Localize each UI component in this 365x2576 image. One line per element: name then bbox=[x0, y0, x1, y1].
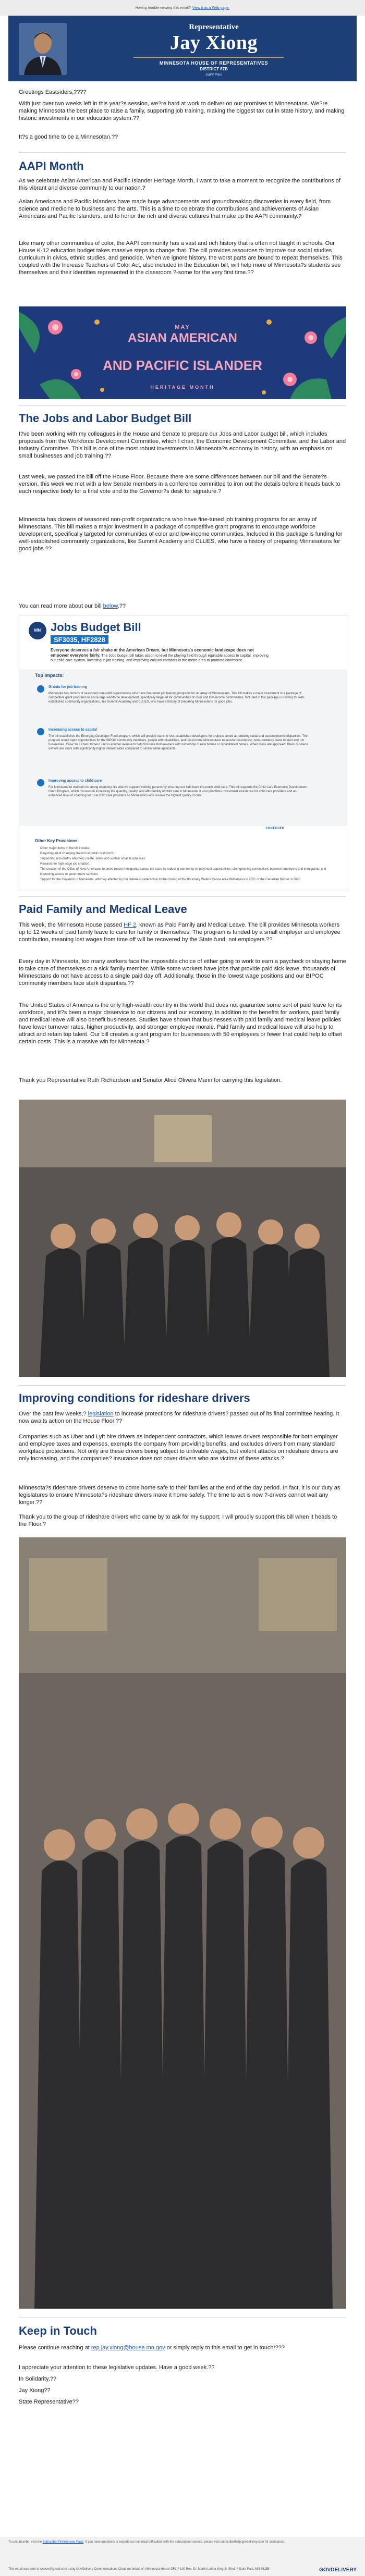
subscriber-preferences-link[interactable]: Subscriber Preferences Page bbox=[42, 2541, 84, 2544]
jobs-graphic-intro-bold: Everyone deserves a fair shake at the American Dream, but Minnesota's economic landscape does not empower everyone fairly. bbox=[51, 648, 254, 658]
other-provision-item: Requiring adult changing stations in public restrooms. bbox=[40, 852, 115, 855]
representative-name: Jay Xiong bbox=[169, 32, 258, 54]
unsubscribe-text bbox=[8, 2540, 357, 2544]
pfml-paragraph-2: Every day in Minnesota, too many workers face the impossible choice of either going to work to earn a paycheck or staying home to take care of themselves or a sick family member. While some workers have jobs that provide paid sick leave, thousands of Minnesotans do not have access to a single paid day off. Additionally, those in the lowest wage positions and our BIPOC community members face stark disparities.?? bbox=[19, 958, 346, 987]
other-provision-item: The creation of the Office of New Americans to serve recent immigrants across the state by reducing barriers to employment opportunities, strengthening connections between employers and immigrants, and improving access to government services. bbox=[40, 868, 326, 876]
job-training-icon bbox=[37, 685, 44, 693]
read-more-suffix: .?? bbox=[117, 603, 126, 609]
keep-in-touch-paragraph bbox=[19, 2344, 346, 2351]
impact-title-job-training: Grants for job training bbox=[48, 685, 87, 689]
divider bbox=[19, 2317, 346, 2318]
rideshare-photos bbox=[19, 1537, 346, 2309]
rideshare-legislation-link[interactable]: legislation bbox=[88, 1411, 114, 1417]
jobs-paragraph-3: Minnesota has dozens of seasoned non-profit organizations who have fine-tuned job training programs for an array of Minnesotans. This bill makes a major investment in a package of competitive grant programs to encourage workforce development, specifically targeted for communities of color and low-income communities. Included in this package is funding for well-established community organizations, like Summit Academy and CLUES, who have a history of preparing Minnesotans for good jobs.?? bbox=[19, 516, 343, 552]
aapi-graphic-line-3: AND PACIFIC ISLANDER bbox=[103, 358, 262, 373]
aapi-heritage-graphic bbox=[19, 306, 346, 399]
rideshare-paragraph-4: Thank you to the group of rideshare drivers who came by to ask for my support. I will proudly support this bill when it heads to the Floor.? bbox=[19, 1514, 337, 1527]
read-more-prefix: You can read more about our bill bbox=[19, 603, 103, 609]
intro-paragraph-1: With just over two weeks left in this year?s session, we?re hard at work to deliver on our promises to Minnesotans. We?re making Minnesota the best place to raise a family, supporting job training, making the biggest tax cut in state history, and making historic investments in our education system.?? bbox=[19, 101, 345, 121]
preheader bbox=[0, 0, 365, 16]
impact-title-child-care: Improving access to child care bbox=[48, 779, 102, 783]
jobs-heading: The Jobs and Labor Budget Bill bbox=[19, 412, 192, 425]
greeting: Greetings Eastsiders,???? bbox=[19, 89, 87, 95]
banner-district: DISTRICT 67B bbox=[200, 67, 228, 71]
representative-photo bbox=[19, 23, 67, 75]
aapi-paragraph-2: Asian Americans and Pacific Islanders have made huge advancements and groundbreaking discoveries in every field, from science and medicine to business and the arts. This is a time to celebrate the contributions and achievements of Asian Americans and Pacific Islanders, and to honor the rich and diverse cultures that make up the AAPI community.? bbox=[19, 199, 331, 219]
rideshare-p1-prefix: Over the past few weeks,? bbox=[19, 1411, 88, 1417]
jobs-graphic-continued: CONTINUED bbox=[265, 827, 284, 830]
aapi-paragraph-3: Like many other communities of color, the AAPI community has a vast and rich history that is often not taught in schools. Our House K-12 education budget takes massive steps to change that. The bill provides resources to improve our social studies curriculum in civics, ethnic studies, and genocide. When we ignore history, the worst parts are bound to repeat themselves. This coupled with the Increase Teachers of Color Act, also included in the Education bill, will help more of Minnesota?s students see themselves and their identities represented in the classroom ?-some for the very first time.?? bbox=[19, 240, 343, 276]
other-provision-item: Rewards for high wage job creation. bbox=[40, 862, 90, 866]
keep-in-touch-heading: Keep in Touch bbox=[19, 2324, 97, 2337]
aapi-paragraph-1: As we celebrate Asian American and Pacific Islander Heritage Month, I want to take a moment to recognize the contributions of this vibrant and diverse community to our nation.? bbox=[19, 178, 340, 191]
pfml-paragraph-3: The United States of America is the only high-wealth country in the world that does not guarantee some sort of paid leave for its workforce, and it?s been a major disservice to our citizens and our economy. In addition to the benefits for workers, paid family and medical leave will also benefit businesses. Studies have shown that businesses with paid family and medical leave policies have lower turnover rates, higher productivity, and stronger employee morale. Paid family and medical leave will also help to attract and retain top talent. Our bill creates a grant program for businesses with 50 employees or fewer that could help to offset certain costs. This is a massive win for Minnesota.? bbox=[19, 1002, 342, 1045]
jobs-graphic-impacts bbox=[19, 670, 347, 826]
read-more-link[interactable]: below bbox=[103, 603, 118, 609]
rideshare-paragraph-2: Companies such as Uber and Lyft hire drivers as independent contractors, which leaves drivers responsible for both employer and employee taxes and expenses, exempts the company from providing benefits, and excludes drivers from many standard workplace protections. Not only are these drivers being subject to unlivable wages, but violent attacks on rideshare drivers are only increasing, and the companies? insurance does not cover drivers who are victims of these attacks.? bbox=[19, 1434, 338, 1462]
impact-title-capital: Increasing access to capital bbox=[48, 728, 97, 732]
jobs-graphic-intro-text: The Jobs budget bill takes action to level the playing field through equitable access to capital, improving our child care system, investing in job training, and improving cultural corridors in the metro area to promote commerce. bbox=[51, 654, 269, 662]
divider bbox=[19, 896, 346, 897]
email-link[interactable]: rep.jay.xiong@house.mn.gov bbox=[91, 2345, 165, 2351]
aapi-graphic-line-2: ASIAN AMERICAN bbox=[128, 331, 237, 345]
jobs-paragraph-1: I?ve been working with my colleagues in the House and Senate to prepare our Jobs and Labor budget bill, which includes proposals from the Workforce Development Committee, which I chair, the Economic Development Committee, and the Labor and Industry Committee. This bill is one of the most robust investments in Minnesota?s economy in history, with an emphasis on small businesses and job training.?? bbox=[19, 431, 346, 459]
other-provision-item: Support for the Governor of Minnesota, attorney affected by the federal counteraction to the closing of the Boundary Waters Canoe Area Wilderness in 2021 or the Canadian Border in 2020. bbox=[40, 878, 301, 881]
email-body bbox=[8, 16, 357, 2548]
header-banner bbox=[8, 16, 357, 81]
house-dfl-seal-icon bbox=[29, 622, 46, 639]
view-web-page-link[interactable]: View it as a Web page. bbox=[192, 6, 230, 10]
pfml-group-photo bbox=[19, 1100, 346, 1377]
govdelivery-logo: GOVDELIVERY bbox=[319, 2567, 357, 2573]
email-footer bbox=[0, 2537, 365, 2576]
capital-icon bbox=[37, 728, 44, 735]
pfml-p1-prefix: This week, the Minnesota House passed bbox=[19, 922, 124, 928]
child-care-icon bbox=[37, 779, 44, 786]
jobs-graphic-bill-number: SF3035, HF2828 bbox=[51, 635, 108, 644]
jobs-graphic-title: Jobs Budget Bill bbox=[51, 621, 141, 634]
rideshare-p1-suffix: to increase protections for rideshare drivers? passed out of its final committee hearing. It now awaits action on the House Floor.?? bbox=[19, 1411, 339, 1424]
closing-name: Jay Xiong?? bbox=[19, 2387, 51, 2394]
legal-text: This email was sent to xxxxxx@gmail.com using GovDelivery Communications Cloud on behalf of: Minnesota House DFL ? 100 Rev. Dr. Martin Luther King Jr. Blvd. ? Saint Paul, MN 55155 bbox=[8, 2568, 270, 2571]
jobs-paragraph-2: Last week, we passed the bill off the House Floor. Because there are some differences between our bill and the Senate?s version, this week we met with a few Senate members in a conference committee to iron out the details before it heads back to each respective body for a final vote and to the Governor?s desk for signature.? bbox=[19, 474, 340, 495]
preheader-text: Having trouble viewing this email? bbox=[135, 6, 191, 10]
aapi-graphic-line-4: HERITAGE MONTH bbox=[150, 385, 215, 390]
closing-title: State Representative?? bbox=[19, 2399, 79, 2405]
jobs-graphic-intro bbox=[51, 648, 270, 663]
other-provision-item: Supporting non-profits who help create, serve and sustain small businesses. bbox=[40, 857, 146, 860]
pfml-heading: Paid Family and Medical Leave bbox=[19, 903, 187, 916]
keep-p1-suffix: or simply reply to this email to get in touch!??? bbox=[165, 2345, 285, 2351]
other-provision-item: Other major items in the bill include: bbox=[40, 847, 90, 850]
banner-house: MINNESOTA HOUSE OF REPRESENTATIVES bbox=[159, 60, 269, 66]
other-provisions-title: Other Key Provisions: bbox=[35, 839, 79, 843]
closing-signoff: In Solidarity,?? bbox=[19, 2376, 56, 2382]
impact-text-child-care: For Minnesota to maintain its strong economy, it's vital we support working parents by ensuring our kids have top-notch child care. This bill supports the Child Care Economic Development Grant Program, which focuses on increasing the quantity, quality, and affordability of child care in Minnesota. It also prioritizes investment assistance for child care providers and an enhanced level of coaching for rural child care providers so Minnesota's kids receive the highest quality of care. bbox=[48, 786, 308, 797]
pfml-paragraph-1 bbox=[19, 921, 346, 943]
impact-text-capital: The bill establishes the Emerging Developer Fund program, which will provide loans to less established developers for projects aimed at reducing racial and socioeconomic disparities. The program would open opportunities for the BIPOC community members, people with disabilities, and low-income Minnesotans to secure low-interest, zero-predatory loans to start and run businesses. Grow Your Own Homes Fund is another avenue to help first-time homeowners with ownership of new homes or rehabilitated homes. When loans are approved, Black business owners are stuck with significantly higher interest rates compared to similar white applicants. bbox=[48, 735, 308, 750]
pfml-p1-suffix: , known as Paid Family and Medical Leave. The bill provides Minnesota workers up to 12 weeks of paid family leave to care for family or themselves. The program is funded by a small employer and employee contribution, meaning lost wages from time off will be recovered by the State fund, not employers.?? bbox=[19, 922, 340, 943]
banner-city: Saint Paul bbox=[205, 73, 222, 77]
divider bbox=[19, 1385, 346, 1386]
divider bbox=[19, 405, 346, 406]
jobs-read-more bbox=[19, 602, 346, 610]
unsub-suffix: . If you have questions or experience technical difficulties with the subscription service, please visit subscriberhelp.govdelivery.com for assistance. bbox=[83, 2541, 285, 2544]
jobs-budget-bill-graphic bbox=[19, 615, 347, 891]
keep-p1-prefix: Please continue reaching at bbox=[19, 2345, 91, 2351]
top-impacts-title: Top Impacts: bbox=[35, 673, 64, 678]
hf2-link[interactable]: HF 2 bbox=[124, 922, 137, 928]
unsub-prefix: To unsubscribe, visit the bbox=[8, 2541, 43, 2544]
banner-divider bbox=[133, 57, 284, 58]
pfml-paragraph-4: Thank you Representative Ruth Richardson and Senator Alice Olivera Mann for carrying this legislation. bbox=[19, 1077, 282, 1083]
rideshare-heading: Improving conditions for rideshare drivers bbox=[19, 1391, 250, 1404]
seal-label: MN bbox=[34, 628, 41, 633]
intro-paragraph-2: It?s a good time to be a Minnesotan.?? bbox=[19, 134, 118, 140]
aapi-graphic-month: MAY bbox=[175, 324, 190, 330]
rideshare-paragraph-1 bbox=[19, 1410, 346, 1425]
aapi-heading: AAPI Month bbox=[19, 159, 84, 172]
other-provisions-list bbox=[40, 846, 332, 882]
banner-title: Representative bbox=[189, 23, 239, 31]
rideshare-paragraph-3: Minnesota?s rideshare drivers deserve to come home safe to their families at the end of the day period. In fact, it is our duty as legislatures to ensure Minnesota?s rideshare drivers make it home safely. The time to act is now ?-drivers cannot wait any longer.?? bbox=[19, 1485, 340, 1506]
impact-text-job-training: Minnesota has dozens of seasoned non-profit organizations who have fine-tuned job training programs for an array of Minnesotans. This bill makes a major investment in a package of competitive grant programs to encourage workforce development, specifically targeted for communities of color and low-income communities. Included in this package is funding for well-established community organizations, like Summit Academy and CLUES, who have a history of preparing Minnesotans for good jobs. bbox=[48, 692, 305, 704]
closing-line-1: I appreciate your attention to these legislative updates. Have a good week.?? bbox=[19, 2364, 215, 2371]
divider bbox=[19, 152, 346, 153]
